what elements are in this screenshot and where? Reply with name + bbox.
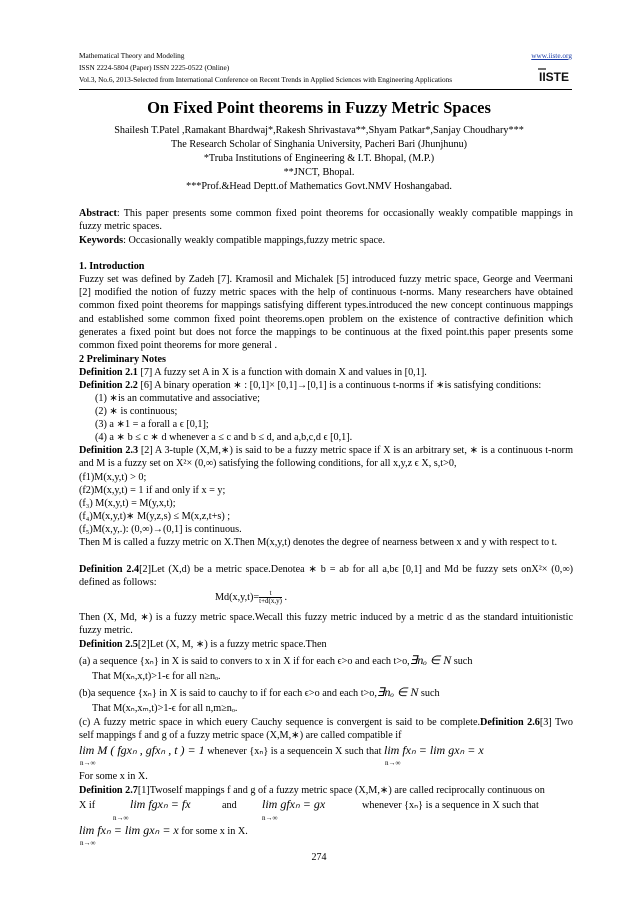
def-2-3-item-2: (f2)M(x,y,t) = 1 if and only if x = y; — [79, 485, 226, 496]
definition-2-5 — [79, 638, 327, 651]
def-2-7-line2-b: whenever {xₙ} is a sequence in X such that — [362, 800, 539, 811]
def-2-5-c-text: (c) A fuzzy metric space in which euery Cauchy sequence is convergent is said to be complete. — [79, 717, 481, 728]
definition-2-3 — [79, 444, 573, 470]
def-2-6-text: [3] Two self mappings f and g of a fuzzy metric space (X,M,∗) are called compatible if — [79, 717, 574, 742]
prelim-heading: 2 Preliminary Notes — [79, 354, 166, 365]
svg-text:IISTE: IISTE — [538, 70, 570, 84]
md-formula-left: Md(x,y,t)= — [215, 591, 260, 603]
def-2-7-and: and — [222, 800, 237, 811]
keywords-text: : Occasionally weakly compatible mappings,fuzzy metric space. — [123, 235, 386, 246]
md-fraction — [259, 590, 282, 605]
def-2-3-item-5: (f₅)M(x,y,.): (0,∞)→(0,1] is continuous. — [79, 524, 242, 535]
lim-subscript-5: n→∞ — [80, 839, 96, 847]
def-2-3-item-4: (f₄)M(x,y,t)∗ M(y,z,s) ≤ M(x,z,t+s) ; — [79, 511, 231, 522]
reciprocal-limit-2: lim gfxₙ = gx — [262, 797, 326, 811]
def-2-5-b2: That M(xₙ,xₘ,t)>1-ϵ for all n,m≥nₒ. — [92, 703, 238, 714]
def-2-7-text: [1]Twoself mappings f and g of a fuzzy metric space (X,M,∗) are called reciprocally continuous on — [137, 785, 545, 796]
lim-subscript-3: n→∞ — [113, 814, 129, 822]
issn-line: ISSN 2224-5804 (Paper) ISSN 2225-0522 (Online) — [79, 63, 230, 72]
abstract — [79, 207, 573, 233]
def-2-6-formula-line — [79, 744, 484, 758]
def-2-4-label: Definition 2.4 — [79, 564, 140, 575]
def-2-4-formula — [215, 590, 287, 605]
def-2-7-end: for some x in X. — [178, 826, 248, 837]
def-2-1-text: [7] A fuzzy set A in X is a function with domain X and values in [0,1]. — [137, 367, 427, 378]
def-2-2-label: Definition 2.2 — [79, 380, 138, 391]
def-2-3-label: Definition 2.3 — [79, 445, 139, 456]
def-2-4-text: [2]Let (X,d) be a metric space.Denotea ∗ b = ab for all a,bϵ [0,1] and Md be fuzzy sets onX²× (0,∞) defined as follows: — [79, 564, 573, 589]
def-2-5-b — [79, 686, 440, 700]
def-2-6-mid: whenever {xₙ} is a sequencein X such that — [204, 746, 384, 757]
reciprocal-limit-1: lim fgxₙ = fx — [130, 797, 191, 811]
affiliation-3: **JNCT, Bhopal. — [283, 167, 355, 178]
keywords — [79, 234, 385, 247]
def-2-6-after: For some x in X. — [79, 771, 148, 782]
def-2-7-line3 — [79, 824, 248, 838]
lim-subscript-1: n→∞ — [80, 759, 96, 767]
intro-text: Fuzzy set was defined by Zadeh [7]. Kramosil and Michalek [5] introduced fuzzy metric space, George and Veermani [2] modified the notion of fuzzy metric spaces with the help of continuous t-norms. Many researchers have obtained common fixed point theorems for mappings satisfying different types.introduced the new concept continuous mappings and established some common fixed point theorems.open problem on the existence of contractive definition which generates a fixed point but does not force the mappings to be continuous at the fixed point.this paper presents some common fixed point theorems for more general . — [79, 274, 573, 352]
journal-url-link[interactable]: www.iiste.org — [531, 51, 572, 60]
def-2-5-text: [2]Let (X, M, ∗) is a fuzzy metric space.Then — [137, 639, 327, 650]
definition-2-7 — [79, 784, 545, 797]
def-2-5-b-math: ∃nₒ ∈ N — [376, 685, 419, 699]
affiliation-2: *Truba Institutions of Engineering & I.T. Bhopal, (M.P.) — [203, 153, 435, 164]
journal-name: Mathematical Theory and Modeling — [79, 51, 185, 60]
def-2-6-label: Definition 2.6 — [480, 717, 540, 728]
def-2-3-item-1: (f1)M(x,y,t) > 0; — [79, 472, 147, 483]
def-2-1-label: Definition 2.1 — [79, 367, 138, 378]
affiliation-4: ***Prof.&Head Deptt.of Mathematics Govt.NMV Hoshangabad. — [186, 181, 452, 192]
def-2-7-line2-a: X if — [79, 800, 96, 811]
abstract-text: : This paper presents some common fixed point theorems for occasionally weakly compatible mappings in fuzzy metric spaces. — [79, 208, 573, 233]
def-2-5-label: Definition 2.5 — [79, 639, 138, 650]
abstract-label: Abstract — [79, 208, 117, 219]
def-2-5-a-text: (a) a sequence {xₙ} in X is said to convers to x in X if for each ϵ>o and each t>o, — [79, 656, 410, 667]
volume-line: Vol.3, No.6, 2013-Selected from International Conference on Recent Trends in Applied Sciences with Engineering Applications — [79, 75, 453, 84]
def-2-5-a2: That M(xₙ,x,t)>1-ϵ for all n≥nₒ. — [92, 671, 221, 682]
md-formula-end: . — [281, 591, 288, 603]
def-2-3-item-3: (f₃) M(x,y,t) = M(y,x,t); — [79, 498, 176, 509]
lim-subscript-4: n→∞ — [262, 814, 278, 822]
author-list: Shailesh T.Patel ,Ramakant Bhardwaj*,Rakesh Shrivastava**,Shyam Patkar*,Sanjay Choudhary*** — [114, 125, 524, 136]
def-2-2-item-2: (2) ∗ is continuous; — [95, 406, 178, 417]
def-2-7-label: Definition 2.7 — [79, 785, 138, 796]
keywords-label: Keywords — [79, 235, 124, 246]
def-2-2-text: [6] A binary operation ∗ : [0,1]× [0,1]→[0,1] is a continuous t-norms if ∗is satisfying conditions: — [137, 380, 542, 391]
md-frac-den: t+d(x,y) — [259, 597, 282, 605]
reciprocal-limit-3: lim fxₙ = lim gxₙ = x — [79, 823, 179, 837]
def-2-3-after: Then M is called a fuzzy metric on X.Then M(x,y,t) denotes the degree of nearness between x and y with respect to t. — [79, 537, 557, 548]
def-2-5-a-math: ∃nₒ ∈ N — [409, 653, 452, 667]
intro-heading: 1. Introduction — [79, 261, 145, 272]
def-2-5-a-end: such — [451, 656, 473, 667]
lim-subscript-2: n→∞ — [385, 759, 401, 767]
limit-equal-formula: lim fxₙ = lim gxₙ = x — [383, 743, 484, 757]
def-2-5-b-text: (b)a sequence {xₙ} in X is said to cauchy to if for each ϵ>o and each t>o, — [79, 688, 377, 699]
page-number: 274 — [311, 852, 327, 863]
header-rule — [79, 89, 572, 90]
def-2-3-text: [2] A 3-tuple (X,M,∗) is said to be a fuzzy metric space if X is an arbitrary set, ∗ is a continuous t-norm and M is a fuzzy set on X²× (0,∞) satisfying the following conditions, for all x,y,z ϵ X, s,t>0, — [79, 445, 573, 470]
def-2-5-a — [79, 654, 472, 668]
definition-2-4 — [79, 563, 573, 589]
def-2-2-item-4: (4) a ∗ b ≤ c ∗ d whenever a ≤ c and b ≤ d, and a,b,c,d ϵ [0,1]. — [95, 432, 353, 443]
affiliation-1: The Research Scholar of Singhania University, Pacheri Bari (Jhunjhunu) — [170, 139, 468, 150]
compatible-limit-formula: lim M ( fgxₙ , gfxₙ , t ) = 1 — [79, 743, 205, 757]
definition-2-2 — [79, 379, 541, 392]
def-2-2-item-1: (1) ∗is an commutative and associative; — [95, 393, 260, 404]
def-2-5-b-end: such — [418, 688, 440, 699]
def-2-5-c — [79, 716, 573, 742]
definition-2-1 — [79, 366, 427, 379]
paper-title: On Fixed Point theorems in Fuzzy Metric Spaces — [147, 98, 491, 117]
def-2-2-item-3: (3) a ∗1 = a forall a ϵ [0,1]; — [95, 419, 209, 430]
iiste-logo — [536, 65, 572, 87]
md-frac-num: t — [269, 589, 272, 597]
def-2-4-after: Then (X, Md, ∗) is a fuzzy metric space.Wecall this fuzzy metric induced by a metric d as the standard intuitionistic fuzzy metric. — [79, 612, 573, 637]
